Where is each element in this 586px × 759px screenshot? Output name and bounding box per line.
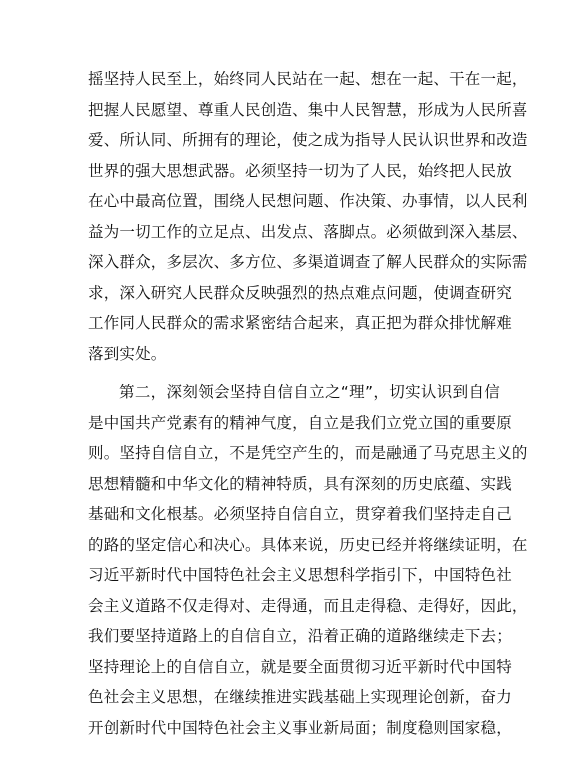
text-line: 深入群众，多层次、多方位、多渠道调查了解人民群众的实际需	[88, 253, 528, 271]
text-line: 的路的坚定信心和决心。具体来说，历史已经并将继续证明，在	[88, 535, 528, 554]
text-line: 把握人民愿望、尊重人民创造、集中人民智慧，形成为人民所喜	[88, 100, 528, 119]
text-line: 求，深入研究人民群众反映强烈的热点难点问题，使调查研究	[88, 283, 512, 302]
text-line: 工作同人民群众的需求紧密结合起来，真正把为群众排忧解难	[88, 314, 512, 332]
body-text	[88, 64, 528, 743]
text-line: 习近平新时代中国特色社会主义思想科学指引下，中国特色社	[88, 566, 512, 584]
text-line: 则。坚持自信自立，不是凭空产生的，而是融通了马克思主义的	[88, 444, 528, 462]
text-line: 色社会主义思想，在继续推进实践基础上实现理论创新，奋力	[88, 688, 512, 706]
text-line: 思想精髓和中华文化的精神特质，具有深刻的历史底蕴、实践	[88, 474, 512, 493]
text-line: 基础和文化根基。必须坚持自信自立，贯穿着我们坚持走自己	[88, 505, 512, 523]
text-line-indented: 第二，深刻领会坚持自信自立之“理”，切实认识到自信	[119, 383, 500, 401]
paragraph-gap	[88, 369, 500, 377]
text-line: 爱、所认同、所拥有的理论，使之成为指导人民认识世界和改造	[88, 131, 528, 149]
text-line: 会主义道路不仅走得对、走得通，而且走得稳、走得好，因此，	[88, 596, 528, 615]
paragraph-2	[88, 377, 528, 743]
text-line: 坚持理论上的自信自立，就是要全面贯彻习近平新时代中国特	[88, 657, 512, 676]
text-line: 落到实处。	[88, 344, 167, 363]
text-line: 益为一切工作的立足点、出发点、落脚点。必须做到深入基层、	[88, 222, 528, 241]
text-line: 在心中最高位置，围绕人民想问题、作决策、办事情，以人民利	[88, 192, 528, 210]
text-line: 摇坚持人民至上，始终同人民站在一起、想在一起、干在一起，	[88, 70, 528, 88]
paragraph-1	[88, 64, 528, 369]
text-line: 我们要坚持道路上的自信自立，沿着正确的道路继续走下去；	[88, 627, 512, 645]
text-line: 是中国共产党素有的精神气度，自立是我们立党立国的重要原	[88, 413, 512, 432]
text-line: 开创新时代中国特色社会主义事业新局面；制度稳则国家稳，	[88, 718, 512, 737]
text-line: 世界的强大思想武器。必须坚持一切为了人民，始终把人民放	[88, 161, 512, 180]
